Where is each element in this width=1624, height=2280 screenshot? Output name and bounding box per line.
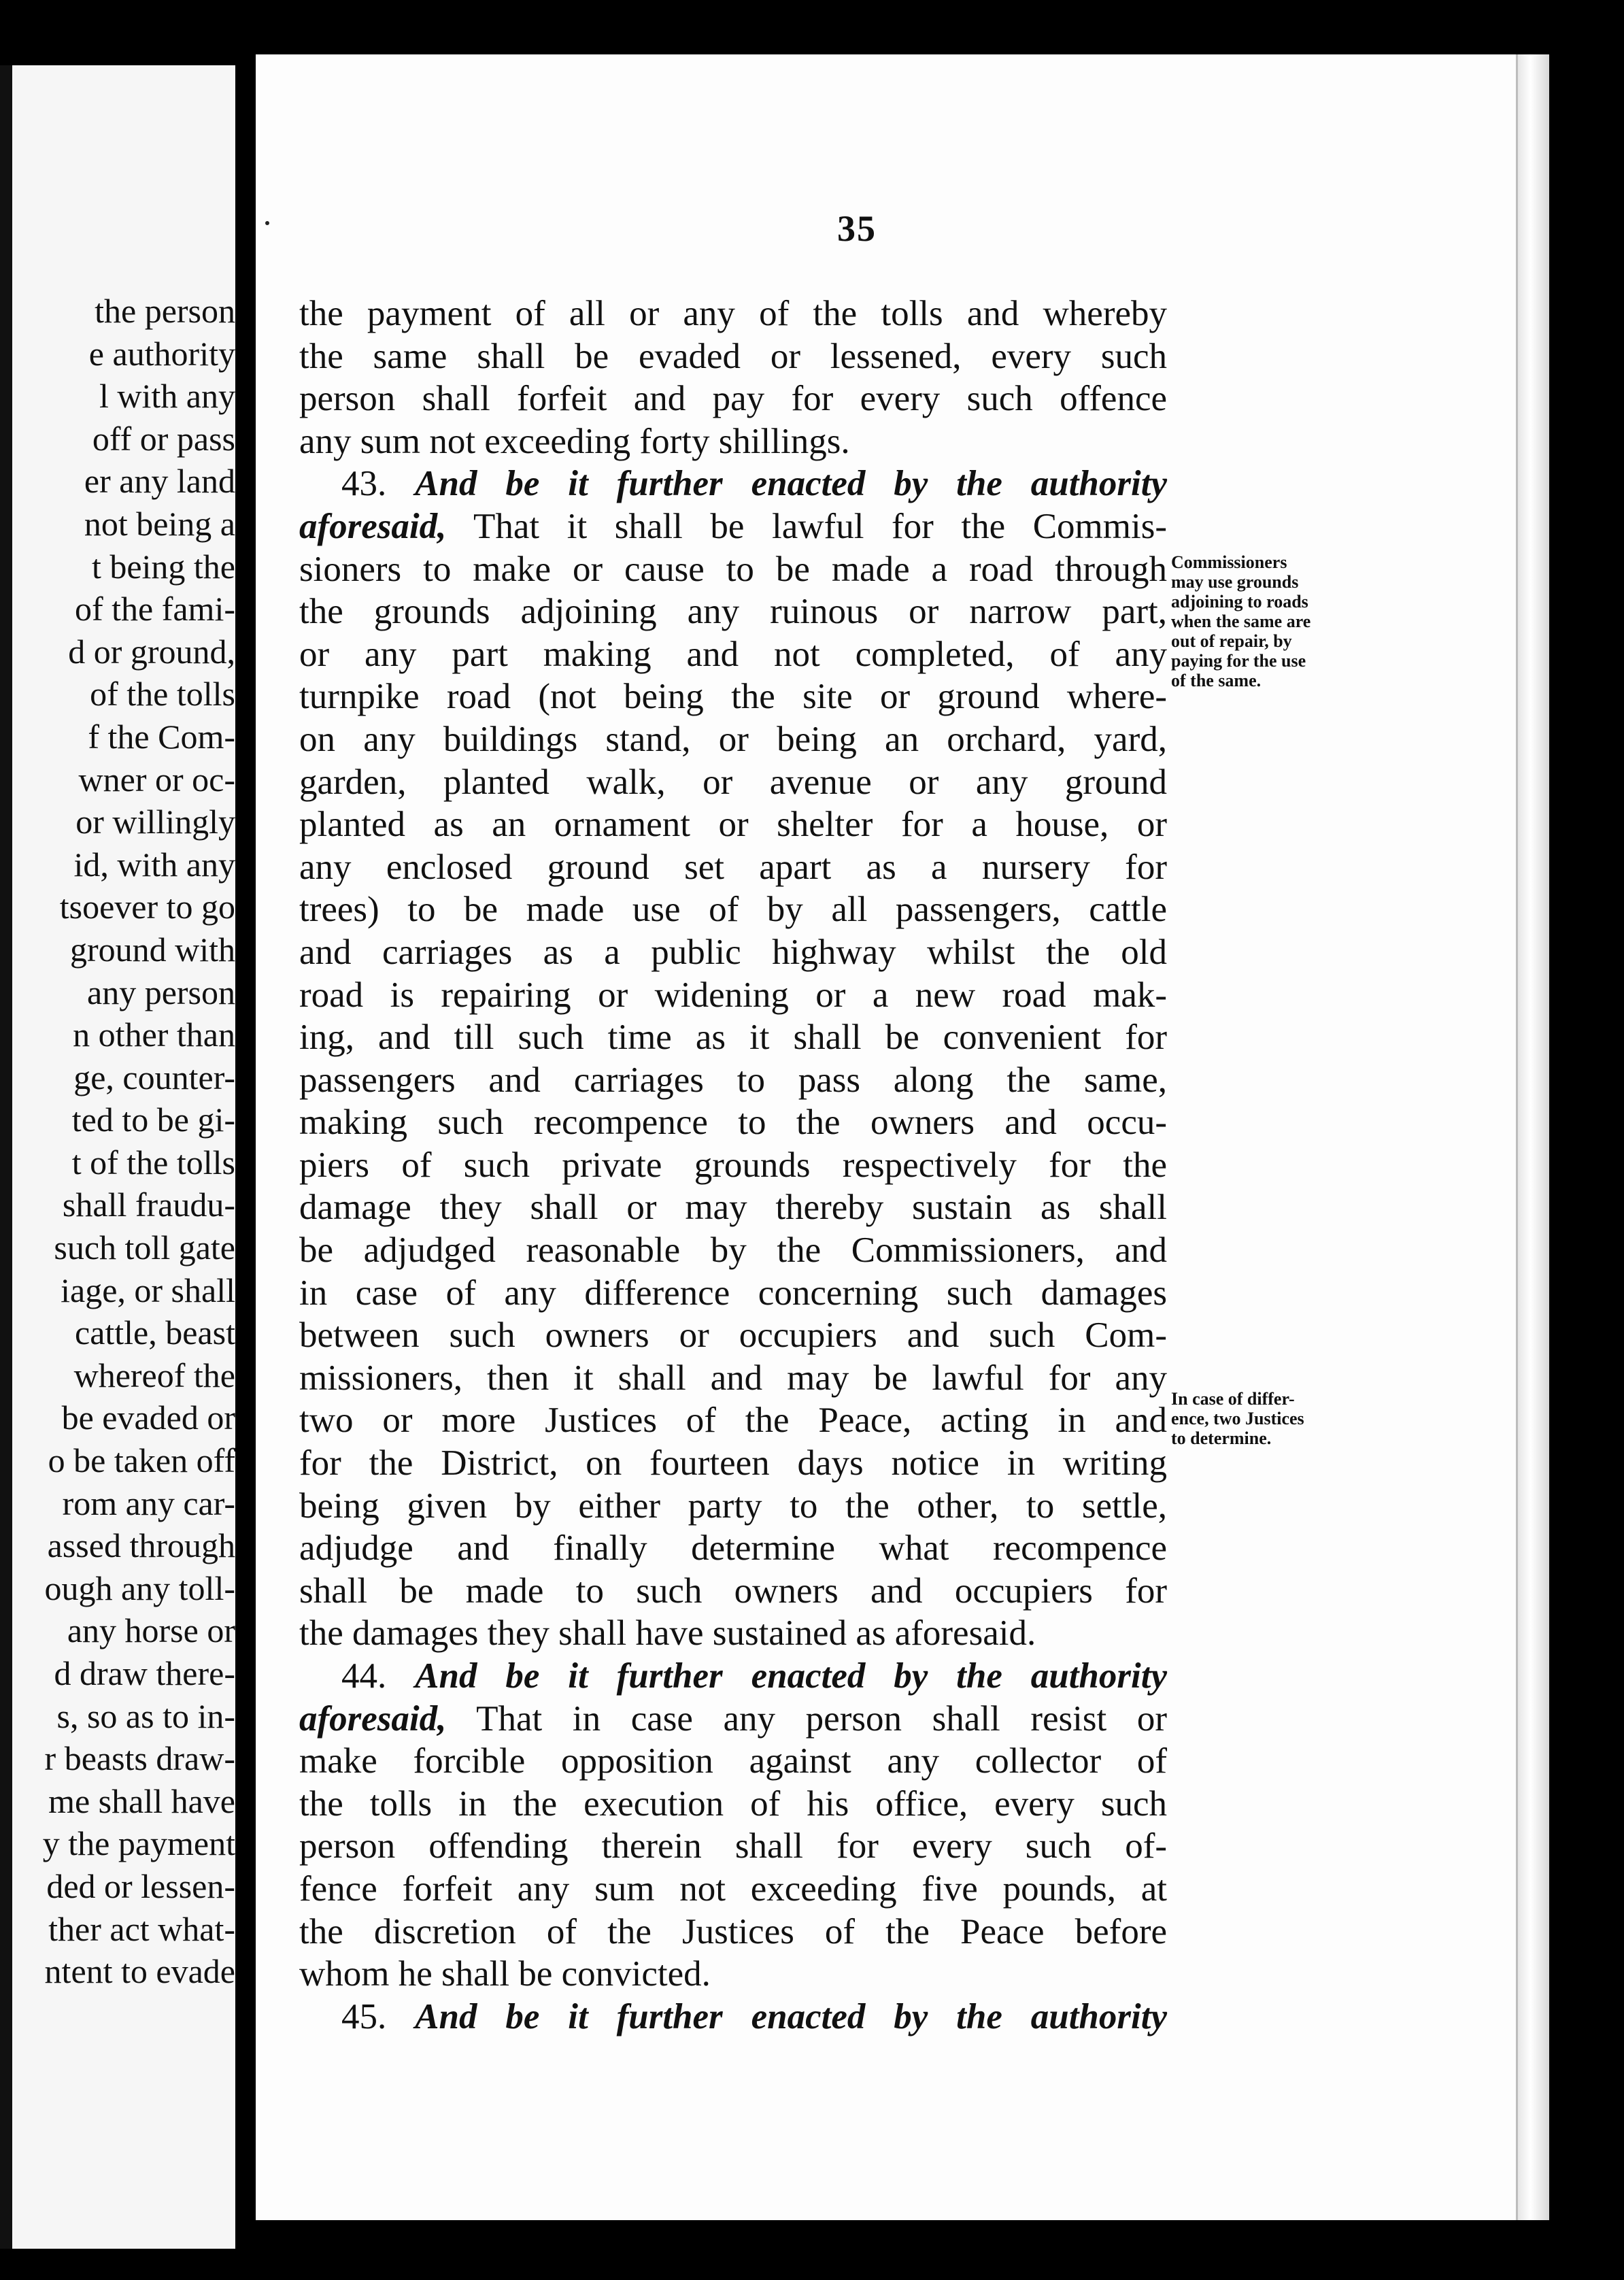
facing-page-line: wner or oc- <box>78 760 235 799</box>
facing-page-line: t of the tolls <box>71 1143 235 1181</box>
body-line-text: the same shall be evaded or lessened, every such <box>299 336 1167 376</box>
margin-note-line: out of repair, by <box>1171 631 1292 651</box>
body-line-text: any enclosed ground set apart as a nursery for <box>299 847 1167 887</box>
body-line-text: ing, and till such time as it shall be convenient for <box>299 1018 1167 1058</box>
body-line-text: for the District, on fourteen days notice in writing <box>299 1443 1167 1483</box>
margin-note-line: adjoining to roads <box>1171 592 1308 611</box>
facing-page-line: of the tolls <box>90 675 235 714</box>
body-line-text: sioners to make or cause to be made a road through <box>299 549 1167 589</box>
body-line <box>299 1186 1167 1229</box>
margin-note-line: may use grounds <box>1171 572 1299 592</box>
body-line-text: make forcible opposition against any collector of <box>299 1741 1167 1781</box>
body-line-text: two or more Justices of the Peace, acting in and <box>299 1401 1167 1441</box>
facing-page-line: tsoever to go <box>59 888 235 926</box>
body-line-text: passengers and carriages to pass along the same, <box>299 1060 1167 1100</box>
page-speck <box>265 221 269 225</box>
body-line-text: being given by either party to the other, to settle, <box>299 1486 1167 1526</box>
facing-page-line: me shall have <box>48 1781 235 1820</box>
body-line-text: the payment of all or any of the tolls and whereby <box>299 294 1167 333</box>
body-line <box>299 846 1167 889</box>
body-line <box>299 1442 1167 1485</box>
body-line-text: the grounds adjoining any ruinous or narrow part, <box>299 592 1167 632</box>
facing-page-line: assed through <box>47 1526 235 1565</box>
margin-note-line: In case of differ- <box>1171 1389 1295 1409</box>
section-number: 45. <box>341 1996 416 2036</box>
body-line-text: be adjudged reasonable by the Commissioners, and <box>299 1230 1167 1271</box>
body-line <box>299 1740 1167 1783</box>
facing-page-line: ntent to evade <box>44 1952 235 1991</box>
body-line <box>299 1527 1167 1570</box>
body-line <box>299 335 1167 378</box>
facing-page-line: ted to be gi- <box>71 1101 235 1139</box>
facing-page-line: er any land <box>84 462 235 501</box>
facing-page-line: ough any toll- <box>44 1569 235 1607</box>
body-line-text: between such owners or occupiers and such Com- <box>299 1315 1167 1356</box>
body-line <box>299 1698 1167 1741</box>
facing-page-line: s, so as to in- <box>56 1696 235 1735</box>
page <box>256 54 1549 2220</box>
body-line-text: any sum not exceeding forty shillings. <box>299 421 850 461</box>
facing-page-line: e authority <box>88 334 235 373</box>
facing-page-line: iage, or shall <box>61 1271 235 1309</box>
body-line <box>299 1399 1167 1442</box>
body-line-text: garden, planted walk, or avenue or any ground <box>299 762 1167 802</box>
facing-page-line: t being the <box>91 547 235 586</box>
body-line-text: on any buildings stand, or being an orchard, yard, <box>299 719 1167 759</box>
margin-note-line: to determine. <box>1171 1428 1272 1448</box>
body-line-text: turnpike road (not being the site or ground where- <box>299 677 1167 717</box>
facing-page-line: n other than <box>73 1016 235 1054</box>
facing-page-line: o be taken off <box>48 1441 235 1480</box>
facing-page-line: d or ground, <box>68 632 235 671</box>
body-line <box>299 1272 1167 1315</box>
body-line <box>299 548 1167 591</box>
body-line-text: and carriages as a public highway whilst the old <box>299 932 1167 972</box>
facing-page-line: any person <box>87 973 235 1011</box>
enacting-clause: And be it further enacted by the authority <box>415 1656 1168 1696</box>
body-line <box>299 420 1167 463</box>
section-number: 44. <box>341 1656 416 1696</box>
body-line <box>299 803 1167 846</box>
body-line <box>299 1996 1167 2039</box>
facing-page-line: of the fami- <box>74 590 235 628</box>
body-line <box>299 1059 1167 1102</box>
body-line <box>299 1953 1167 1996</box>
body-line <box>299 1612 1167 1655</box>
facing-page-line: or willingly <box>75 803 235 841</box>
facing-page-line: rom any car- <box>62 1483 235 1522</box>
body-line-text: adjudge and finally determine what recompence <box>299 1528 1167 1569</box>
body-line <box>299 633 1167 676</box>
margin-note-line: paying for the use <box>1171 651 1306 671</box>
facing-page-line: y the payment <box>42 1824 235 1863</box>
body-line-text: missioners, then it shall and may be lawful for any <box>299 1358 1167 1398</box>
body-line-text: the damages they shall have sustained as aforesaid. <box>299 1613 1036 1654</box>
facing-page-text <box>11 290 235 1993</box>
facing-page-line: the person <box>95 292 235 330</box>
body-line <box>299 505 1167 548</box>
body-line <box>299 292 1167 335</box>
body-line-text: That in case any person shall resist or <box>476 1698 1168 1739</box>
body-line <box>299 378 1167 420</box>
body-text <box>299 292 1167 2038</box>
body-line-text: or any part making and not completed, of any <box>299 634 1167 674</box>
body-line <box>299 1911 1167 1954</box>
body-line-text: the tolls in the execution of his office, every such <box>299 1783 1167 1824</box>
body-line <box>299 974 1167 1017</box>
body-line-text: in case of any difference concerning such damages <box>299 1273 1167 1313</box>
body-line-text: planted as an ornament or shelter for a house, or <box>299 805 1167 845</box>
body-line-text: person offending therein shall for every such of- <box>299 1826 1167 1866</box>
body-line <box>299 1101 1167 1144</box>
page-number: 35 <box>837 208 877 249</box>
body-line <box>299 1229 1167 1272</box>
facing-page-line: whereof the <box>73 1356 235 1394</box>
body-line-text: whom he shall be convicted. <box>299 1954 711 1994</box>
enacting-clause: aforesaid, <box>299 1698 447 1739</box>
body-line <box>299 888 1167 931</box>
page-edge <box>1516 54 1549 2220</box>
body-line <box>299 1868 1167 1911</box>
enacting-clause: And be it further enacted by the authority <box>415 1996 1168 2036</box>
body-line-text: road is repairing or widening or a new road mak- <box>299 975 1167 1015</box>
margin-note-line: Commissioners <box>1171 552 1287 572</box>
body-line-text: fence forfeit any sum not exceeding five pounds, at <box>299 1868 1167 1909</box>
body-line-text: trees) to be made use of by all passengers, cattle <box>299 890 1167 930</box>
facing-page-line: not being a <box>84 504 235 543</box>
body-line <box>299 1485 1167 1528</box>
body-line <box>299 1144 1167 1187</box>
enacting-clause: aforesaid, <box>299 506 447 546</box>
body-line-text: person shall forfeit and pay for every such offence <box>299 379 1167 419</box>
facing-page-line: id, with any <box>73 845 235 884</box>
facing-page-line: ground with <box>69 930 235 969</box>
body-line <box>299 1783 1167 1826</box>
body-line-text: the discretion of the Justices of the Peace before <box>299 1911 1167 1951</box>
body-line <box>299 931 1167 974</box>
body-line-text: damage they shall or may thereby sustain as shall <box>299 1188 1167 1228</box>
body-line <box>299 761 1167 804</box>
facing-page-line: any horse or <box>67 1611 235 1650</box>
body-line <box>299 1314 1167 1357</box>
facing-page <box>0 65 235 2249</box>
facing-page-line: r beasts draw- <box>44 1739 235 1778</box>
body-line-text: making such recompence to the owners and occu- <box>299 1103 1167 1143</box>
body-line <box>299 1655 1167 1698</box>
body-line <box>299 1825 1167 1868</box>
facing-page-line: ge, counter- <box>73 1058 235 1096</box>
margin-note-justices <box>1171 1389 1304 1448</box>
margin-note-line: of the same. <box>1171 671 1262 690</box>
facing-page-line: cattle, beast <box>75 1313 235 1352</box>
facing-page-line: shall fraudu- <box>62 1186 235 1224</box>
body-line <box>299 675 1167 718</box>
margin-note-line: ence, two Justices <box>1171 1409 1304 1428</box>
facing-page-line: f the Com- <box>88 717 235 756</box>
facing-page-line: off or pass <box>92 419 235 458</box>
margin-note-line: when the same are <box>1171 611 1311 631</box>
facing-page-line: be evaded or <box>61 1398 235 1437</box>
book-gutter <box>235 0 256 2280</box>
facing-page-line: such toll gate <box>54 1228 235 1267</box>
body-line <box>299 718 1167 761</box>
facing-page-line: d draw there- <box>54 1654 235 1692</box>
body-line-text: That it shall be lawful for the Commis- <box>473 506 1167 546</box>
body-line-text: shall be made to such owners and occupiers for <box>299 1571 1167 1611</box>
facing-page-line: ded or lessen- <box>46 1866 235 1905</box>
enacting-clause: And be it further enacted by the authority <box>415 464 1168 504</box>
body-line <box>299 463 1167 505</box>
body-line <box>299 1357 1167 1400</box>
body-line <box>299 1016 1167 1059</box>
margin-note-commissioners <box>1171 552 1310 690</box>
body-line-text: piers of such private grounds respectively for the <box>299 1145 1167 1185</box>
facing-page-line: l with any <box>99 377 235 416</box>
section-number: 43. <box>341 464 416 504</box>
facing-page-line: ther act what- <box>48 1909 235 1948</box>
body-line <box>299 1570 1167 1613</box>
body-line <box>299 590 1167 633</box>
